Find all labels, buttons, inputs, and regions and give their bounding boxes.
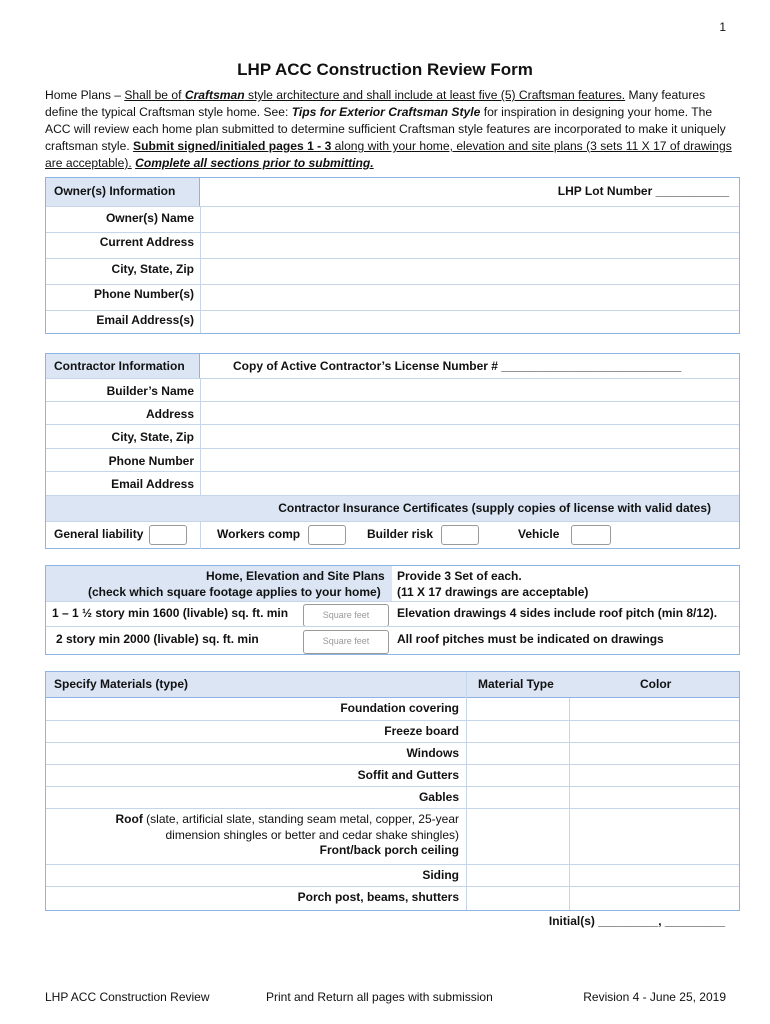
material-row[interactable] (46, 742, 739, 764)
soffit-label: Soffit and Gutters (357, 768, 459, 782)
sqft-input-1[interactable]: Square feet (303, 604, 389, 627)
page-title: LHP ACC Construction Review Form (237, 60, 533, 79)
plans-header-line2: (check which square footage applies to your home) (88, 585, 381, 599)
material-row[interactable] (46, 808, 739, 842)
plans-drawings-label: (11 X 17 drawings are acceptable) (397, 585, 589, 599)
contractor-row[interactable] (46, 424, 739, 448)
porch-ceiling-label: Front/back porch ceiling (319, 843, 459, 857)
material-row[interactable] (46, 786, 739, 808)
vehicle-box[interactable] (571, 525, 611, 545)
story-2000-label: 2 story min 2000 (livable) sq. ft. min (56, 632, 259, 646)
roof-bold: Roof (115, 812, 143, 826)
material-row[interactable] (46, 886, 739, 910)
material-row[interactable] (46, 720, 739, 742)
material-row[interactable] (46, 698, 739, 720)
owner-row[interactable] (46, 232, 739, 258)
material-row[interactable] (46, 864, 739, 886)
insurance-label: Contractor Insurance Certificates (supply copies of license with valid dates) (278, 501, 711, 515)
page-number: 1 (719, 20, 726, 34)
contractor-row[interactable] (46, 448, 739, 471)
owner-row[interactable] (46, 206, 739, 232)
builder-risk-label: Builder risk (367, 527, 434, 541)
footer-center: Print and Return all pages with submission (266, 990, 493, 1004)
contractor-header-label: Contractor Information (54, 359, 185, 373)
material-type-header: Material Type (478, 677, 554, 691)
builder-name-label: Builder’s Name (106, 384, 194, 398)
intro-text: Complete all sections prior to submitting. (135, 156, 374, 170)
intro-text: Many features define the typical Craftsman style home. See: (45, 88, 706, 119)
plans-provide-label: Provide 3 Set of each. (397, 569, 522, 583)
vehicle-label: Vehicle (518, 527, 560, 541)
intro-text: style architecture and shall include at least five (5) Craftsman features. (244, 88, 626, 102)
intro-link: Tips for Exterior Craftsman Style (291, 105, 481, 119)
builder-phone-label: Phone Number (108, 454, 194, 468)
general-liability-label: General liability (54, 527, 144, 541)
owner-row[interactable] (46, 258, 739, 284)
material-row[interactable] (46, 764, 739, 786)
plans-header (46, 566, 392, 601)
lot-number-header (200, 178, 739, 206)
owner-header-label: Owner(s) Information (54, 184, 176, 198)
color-header: Color (640, 677, 672, 691)
contractor-row[interactable] (46, 401, 739, 424)
footer-right: Revision 4 - June 25, 2019 (583, 990, 726, 1004)
contractor-section (45, 353, 740, 549)
email-address-label: Email Address(s) (96, 313, 194, 327)
builder-city-label: City, State, Zip (111, 430, 194, 444)
license-number-label[interactable]: Copy of Active Contractor’s License Number # ___________________________ (233, 359, 682, 373)
plans-section (45, 565, 740, 655)
windows-label: Windows (406, 746, 459, 760)
checks-divider (200, 522, 201, 549)
owner-row[interactable] (46, 284, 739, 310)
roof-pitch-note: All roof pitches must be indicated on drawings (397, 632, 664, 646)
owner-name-label: Owner(s) Name (105, 211, 194, 225)
plans-row (46, 626, 739, 654)
builder-email-label: Email Address (111, 477, 194, 491)
intro-text: Craftsman (184, 88, 245, 102)
porch-post-label: Porch post, beams, shutters (297, 890, 459, 904)
gables-label: Gables (418, 790, 459, 804)
materials-header-label: Specify Materials (type) (54, 677, 189, 691)
contractor-header (46, 354, 200, 378)
intro-text: Home Plans – (45, 88, 125, 102)
initials-line[interactable]: Initial(s) _________, _________ (548, 914, 725, 928)
owner-row[interactable] (46, 310, 739, 334)
roof-label (116, 811, 459, 843)
contractor-row[interactable] (46, 471, 739, 495)
plans-header-line1: Home, Elevation and Site Plans (206, 569, 385, 583)
builder-risk-box[interactable] (441, 525, 479, 545)
intro-text: Submit signed/initialed pages 1 - 3 (133, 139, 332, 153)
intro-text: along with your home, elevation and site plans (3 sets 11 X 17 of drawings are acceptable). (45, 139, 732, 170)
plans-row (46, 601, 739, 626)
sqft-input-2[interactable]: Square feet (303, 630, 389, 654)
insurance-header (46, 495, 739, 521)
elevation-note: Elevation drawings 4 sides include roof pitch (min 8/12). (397, 606, 718, 620)
intro-text: Shall be of (124, 88, 185, 102)
general-liability-box[interactable] (149, 525, 187, 545)
owner-header (46, 178, 200, 206)
workers-comp-label: Workers comp (217, 527, 301, 541)
owner-section (45, 177, 740, 334)
city-state-zip-label: City, State, Zip (111, 262, 194, 276)
intro-text: for inspiration in designing your home. The ACC will review each home plan submitted to determine sufficient Craftsman style features are incorporated to make it uniquely craftsman style. (45, 105, 726, 153)
materials-section (45, 671, 740, 911)
workers-comp-box[interactable] (308, 525, 346, 545)
foundation-label: Foundation covering (340, 701, 459, 715)
materials-header (46, 672, 739, 698)
siding-label: Siding (422, 868, 459, 882)
freeze-board-label: Freeze board (384, 724, 459, 738)
intro-paragraph (45, 87, 735, 172)
insurance-checks-row (46, 521, 739, 549)
lot-number-label[interactable]: LHP Lot Number ___________ (557, 184, 729, 198)
footer-left: LHP ACC Construction Review (45, 990, 210, 1004)
contractor-row[interactable] (46, 378, 739, 401)
material-row[interactable] (46, 842, 739, 864)
roof-detail-2: dimension shingles or better and cedar shake shingles) (165, 828, 459, 842)
phone-number-label: Phone Number(s) (93, 287, 194, 301)
builder-address-label: Address (145, 407, 194, 421)
roof-detail-1: (slate, artificial slate, standing seam metal, copper, 25-year (142, 812, 459, 826)
story-1600-label: 1 – 1 ½ story min 1600 (livable) sq. ft. min (52, 606, 289, 620)
current-address-label: Current Address (99, 235, 194, 249)
